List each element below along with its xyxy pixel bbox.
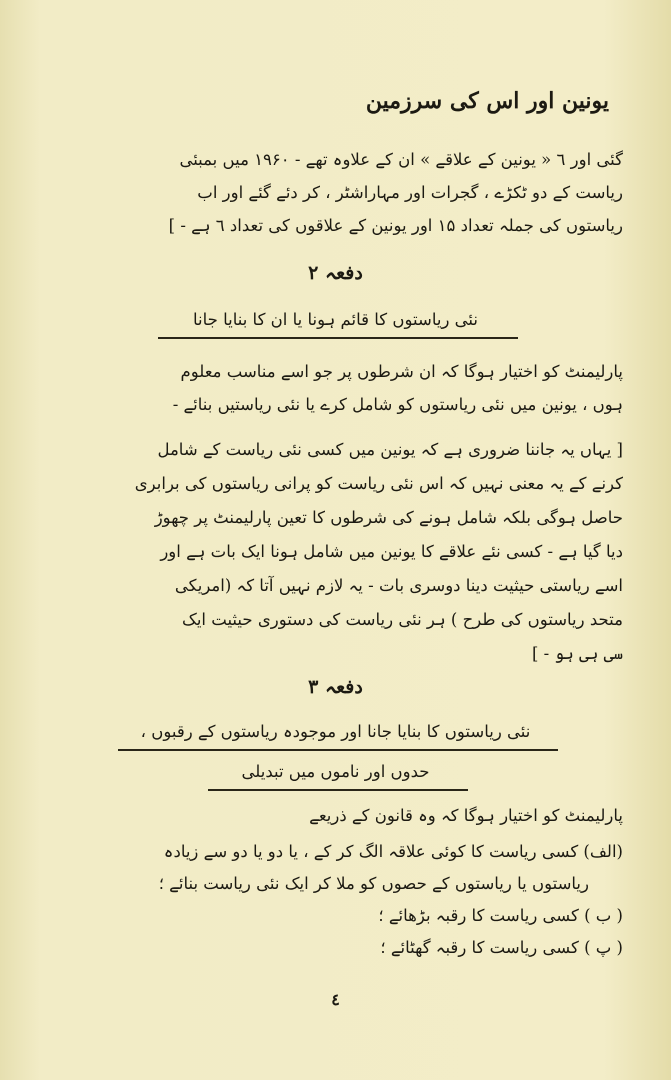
note-line-7: سی ہی ہو - ] (532, 644, 623, 663)
intro-line-3: ریاستوں کی جملہ تعداد ۱۵ اور یونین کے علاقوں کی تعداد ٦ ہے - ] (168, 216, 623, 235)
section-2-body-line-2: ہوں ، یونین میں نئی ریاستوں کو شامل کرے یا نئی ریاستیں بنائے - (172, 395, 623, 414)
section-2-body-line-1: پارلیمنٹ کو اختیار ہوگا کہ ان شرطوں پر جو اسے مناسب معلوم (180, 362, 623, 381)
note-line-1: [ یہاں یہ جاننا ضروری ہے کہ یونین میں کسی نئی ریاست کے شامل (157, 440, 623, 459)
section-3-heading: دفعہ ۳ (308, 676, 363, 698)
note-line-3: حاصل ہوگی بلکہ شامل ہونے کی شرطوں کا تعین پارلیمنٹ پر چھوڑ (154, 508, 623, 527)
section-3-intro: پارلیمنٹ کو اختیار ہوگا کہ وہ قانون کے ذریعے (309, 806, 623, 825)
note-line-4: دیا گیا ہے - کسی نئے علاقے کا یونین میں شامل ہونا ایک بات ہے اور (160, 542, 623, 561)
section-3-underline-2 (208, 789, 468, 791)
clause-alif-line-2: ریاستوں یا ریاستوں کے حصوں کو ملا کر ایک نئی ریاست بنائے ؛ (158, 874, 589, 893)
page-number: ٤ (331, 990, 340, 1009)
note-line-5: اسے ریاستی حیثیت دینا دوسری بات - یہ لازم نہیں آتا کہ (امریکی (174, 576, 623, 595)
section-2-heading: دفعہ ۲ (308, 262, 363, 284)
note-line-6: متحد ریاستوں کی طرح ) ہر نئی ریاست کی دستوری حیثیت ایک (182, 610, 623, 629)
intro-line-1: گئی اور ٦ « یونین کے علاقے » ان کے علاوہ تھے - ۱۹۶۰ میں بمبئی (179, 150, 623, 169)
note-line-2: کرنے کے یہ معنی نہیں کہ اس نئی ریاست کو پرانی ریاستوں کی برابری (134, 474, 623, 493)
section-2-underline (158, 337, 518, 339)
running-header: یونین اور اس کی سرزمین (365, 88, 609, 114)
intro-line-2: ریاست کے دو ٹکڑے ، گجرات اور مہاراشٹر ، کر دئے گئے اور اب (197, 183, 623, 202)
clause-pe: ( پ ) کسی ریاست کا رقبہ گھٹائے ؛ (380, 938, 623, 957)
section-3-title-line-2: حدوں اور ناموں میں تبدیلی (241, 762, 430, 781)
section-3-underline-1 (118, 749, 558, 751)
section-2-title: نئی ریاستوں کا قائم ہونا یا ان کا بنایا جانا (192, 310, 478, 329)
clause-be: ( ب ) کسی ریاست کا رقبہ بڑھائے ؛ (378, 906, 623, 925)
section-3-title-line-1: نئی ریاستوں کا بنایا جانا اور موجودہ ریاستوں کے رقبوں ، (140, 722, 531, 741)
clause-alif-line-1: (الف) کسی ریاست کا کوئی علاقہ الگ کر کے ، یا دو یا دو سے زیادہ (163, 842, 623, 861)
